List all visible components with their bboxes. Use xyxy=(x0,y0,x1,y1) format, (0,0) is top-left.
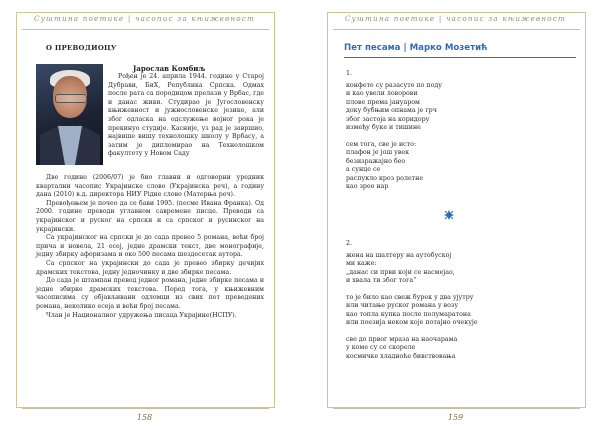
poem-line: као зрео нар xyxy=(346,183,389,190)
page-number: 159 xyxy=(447,413,464,422)
poem-1 xyxy=(346,70,442,192)
poem-line: због застоја на коридору xyxy=(346,115,430,123)
bio-paragraph: Члан је Националног удружења писаца Украјине(НСПУ). xyxy=(46,311,237,319)
poem-line: као топла купка после полумаратона xyxy=(346,310,471,318)
poem-line: космичке хладноће бивствовања xyxy=(346,352,456,360)
bio-paragraph: Са украјинског на српски је до сада превео 5 романа, већи број прича и новела, 21 есеј, једне драмски текст, две монографије, једну збирку афоризама и око 500 песама шездесетак аутора. xyxy=(36,234,264,259)
header-rule xyxy=(22,29,269,30)
author-name: Јарослав Комбиљ xyxy=(133,64,206,73)
poem-line: плафон је још увек xyxy=(346,149,410,156)
poem-line: а сунце се xyxy=(346,166,381,173)
poem-number: 1. xyxy=(346,70,353,77)
page-number: 158 xyxy=(136,413,153,422)
poem-collection-title: Пет песама | Марко Мозетић xyxy=(344,43,488,53)
bio-text-top xyxy=(108,73,264,159)
poem-line: између буке и тишине xyxy=(346,124,421,131)
section-title: О ПРЕВОДИОЦУ xyxy=(46,44,117,52)
poem-line: све до првог мраза на наочарама xyxy=(346,335,458,343)
bio-paragraph: Две године (2006/07) је био главни и одговорни уредник квартални часопис Украјинске слово (Украјинска реч), а годину дана (2010) в.д. директора НИУ Рідне слово (Матерња реч). xyxy=(36,174,264,199)
poem-line: или поезија неком које потајно очекује xyxy=(346,319,478,326)
right-page xyxy=(311,0,600,426)
footer-rule xyxy=(22,408,269,409)
book-gutter xyxy=(289,0,311,426)
poem-number: 2. xyxy=(346,240,353,247)
footer-rule xyxy=(333,408,580,409)
ornament-icon xyxy=(443,209,455,221)
poem-line: и као увели ловорови xyxy=(346,90,418,97)
poem-line: конфете су разасуте по поду xyxy=(346,81,442,89)
bio-paragraph: Превођењем је почео да се бави 1995. (песме Ивана Франка). Од 2000. године преводи углавном савремене писце. Преводи са украјинског и руског на српски и са српског и русинског на украјински. xyxy=(36,199,264,233)
poem-line: плове према јануаром xyxy=(346,98,420,106)
poem-2 xyxy=(346,240,478,361)
poem-line: сем тога, све је исто: xyxy=(346,140,417,148)
poem-line: или читање руског романа у возу xyxy=(346,302,459,309)
header-rule xyxy=(333,29,580,30)
poem-line: распукло кроз ролетне xyxy=(346,174,424,182)
bio-text-bottom xyxy=(36,174,264,320)
poem-line: жена на шалтеру на аутобуској xyxy=(346,251,452,259)
poem-line: у коме су се скореле xyxy=(346,344,416,351)
bio-paragraph: Са српског на украјински до сада је превео збирку дечијих драмских текстова, једну једночинку и две збирке песама. xyxy=(36,259,264,276)
poem-line: и хвала ти због тога“ xyxy=(346,277,417,284)
title-rule xyxy=(344,57,576,58)
poem-line: „данас си први који се насмејао, xyxy=(346,268,455,276)
running-header: Суштина поетике | часопис за књижевност xyxy=(344,14,567,23)
bio-paragraph: Рођен је 24. априла 1944. године у Старој Дубрави, БиХ, Република Српска. Одмах после рата са породицом прелази у Врбас, где и данас живи. Студирао је Југословенску књижевност и јужнословенске језике, али због одласка на одслужење војног рока је прекинуо студије. Касније, уз рад је завршио, највише вишу технолошку школу у Врбасу, а затим је дипломирао на Технолошком факултету у Новом Саду xyxy=(108,73,264,158)
poem-line: безизражајно бео xyxy=(346,157,406,165)
running-header: Суштина поетике | часопис за књижевност xyxy=(33,14,256,23)
poem-line: ми каже: xyxy=(346,260,377,267)
bio-paragraph: До сада је штампан превод једног романа, једне збирке песама и једне збирке драмских текстова. Поред тога, у књижевним часописима су објављивани одломци из свих пет преведених романа, неколико есеја и већи број песама. xyxy=(36,277,264,310)
poem-line: то је било као свеж бурек у два ујутру xyxy=(346,293,474,301)
poem-line: доку бубњим опнама је грч xyxy=(346,107,437,114)
translator-photo xyxy=(36,64,103,165)
